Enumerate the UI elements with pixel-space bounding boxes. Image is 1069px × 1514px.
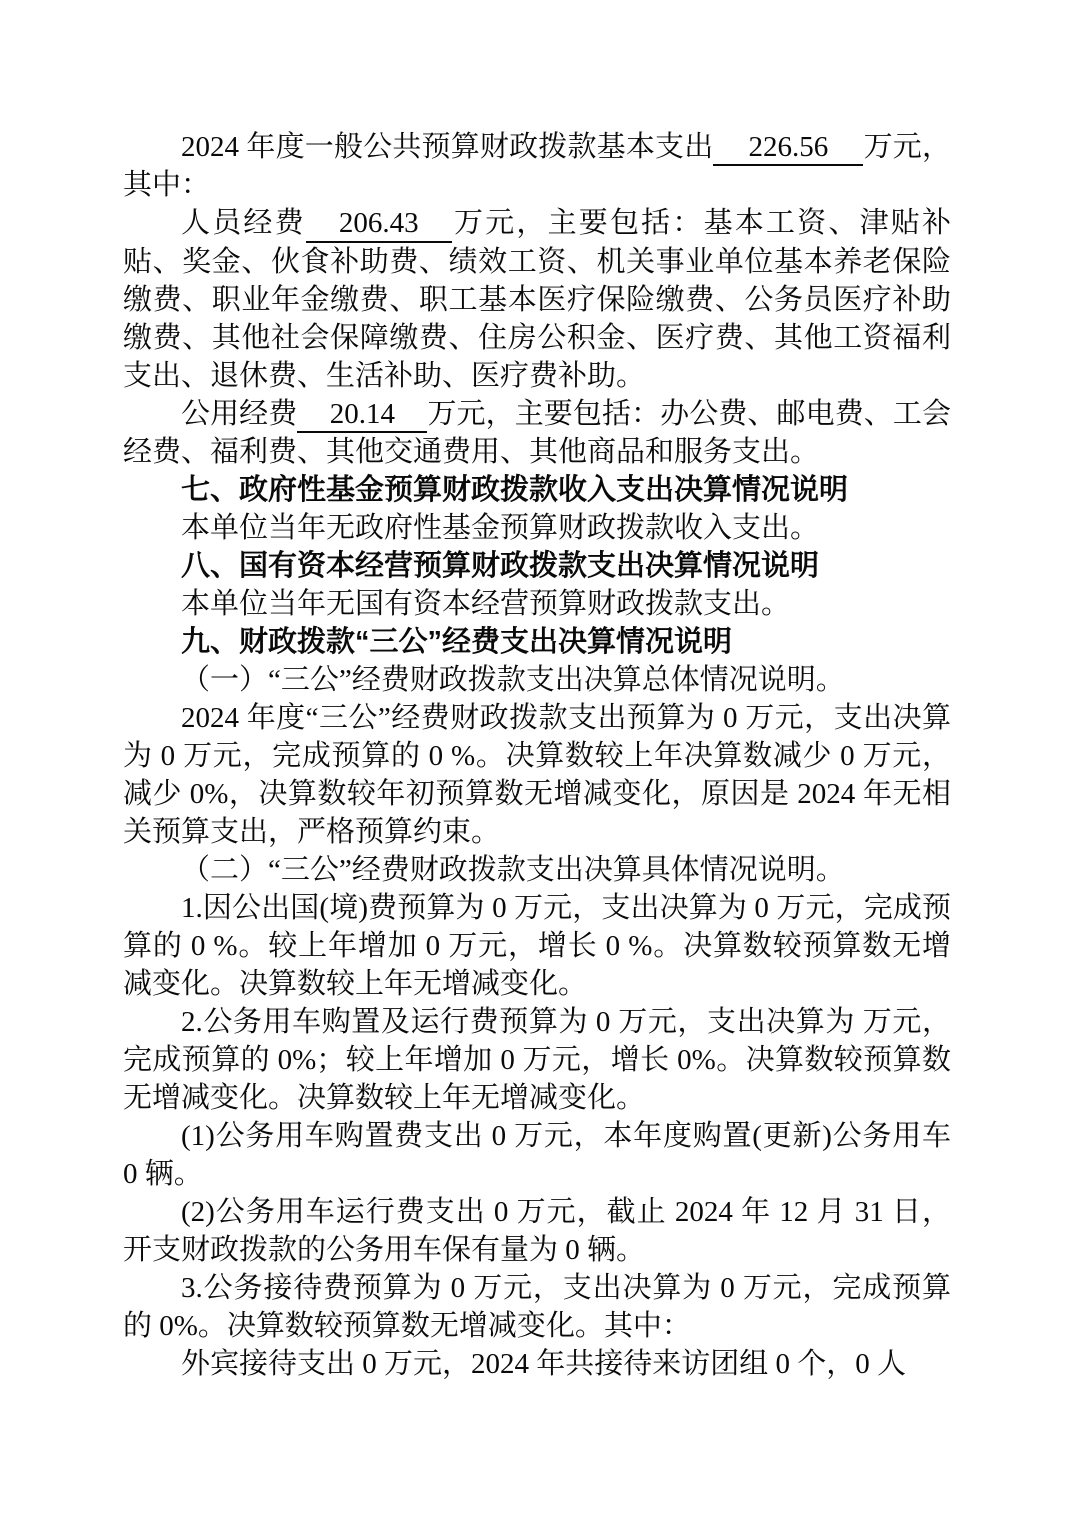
text-run: 本单位当年无国有资本经营预算财政拨款支出。 — [181, 588, 791, 621]
paragraph — [123, 1193, 951, 1269]
paragraph — [123, 1269, 951, 1345]
underlined-amount: 226.56 — [713, 131, 863, 166]
paragraph — [123, 699, 951, 851]
text-run: 七、政府性基金预算财政拨款收入支出决算情况说明 — [181, 474, 849, 507]
underlined-amount: 206.43 — [306, 207, 452, 242]
paragraph — [123, 1345, 951, 1383]
text-run: 万元，其中： — [123, 131, 951, 202]
text-run: 万元，主要包括：办公费、邮电费、工会经费、福利费、其他交通费用、其他商品和服务支出。 — [123, 397, 951, 469]
text-run: （二）“三公”经费财政拨款支出决算具体情况说明。 — [181, 854, 845, 887]
section-heading — [123, 547, 951, 585]
text-run: (2)公务用车运行费支出 0 万元，截止 2024 年 12 月 31 日，开支财政拨款的公务用车保有量为 0 辆。 — [123, 1196, 951, 1267]
paragraph — [123, 661, 951, 699]
section-heading — [123, 623, 951, 661]
text-run: 公用经费 — [181, 397, 298, 430]
text-run: 万元，主要包括：基本工资、津贴补贴、奖金、伙食补助费、绩效工资、机关事业单位基本养老保险缴费、职业年金缴费、职工基本医疗保险缴费、公务员医疗补助缴费、其他社会保障缴费、住房公积金、医疗费、其他工资福利支出、退休费、生活补助、医疗费补助。 — [123, 207, 951, 392]
document-body — [123, 128, 951, 1383]
paragraph — [123, 128, 951, 204]
paragraph — [123, 585, 951, 623]
text-run: 外宾接待支出 0 万元，2024 年共接待来访团组 0 个，0 人 — [181, 1348, 907, 1381]
paragraph — [123, 1003, 951, 1117]
text-run: 九、财政拨款“三公”经费支出决算情况说明 — [181, 626, 733, 659]
text-run: 本单位当年无政府性基金预算财政拨款收入支出。 — [181, 512, 820, 545]
text-run: 1.因公出国(境)费预算为 0 万元，支出决算为 0 万元，完成预算的 0 %。较上年增加 0 万元，增长 0 %。决算数较预算数无增减变化。决算数较上年无增减变化。 — [123, 892, 951, 1001]
paragraph — [123, 395, 951, 471]
text-run: 2024 年度一般公共预算财政拨款基本支出 — [181, 131, 714, 163]
text-run: 2024 年度“三公”经费财政拨款支出预算为 0 万元，支出决算为 0 万元，完成预算的 0 %。决算数较上年决算数减少 0 万元，减少 0%，决算数较年初预算数无增减变化，原因是 2024 年无相关预算支出，严格预算约束。 — [123, 702, 951, 849]
text-run: （一）“三公”经费财政拨款支出决算总体情况说明。 — [181, 664, 845, 697]
text-run: (1)公务用车购置费支出 0 万元，本年度购置(更新)公务用车 0 辆。 — [123, 1120, 951, 1191]
text-run: 八、国有资本经营预算财政拨款支出决算情况说明 — [181, 550, 820, 583]
text-run: 3.公务接待费预算为 0 万元，支出决算为 0 万元，完成预算的 0%。决算数较预算数无增减变化。其中： — [123, 1272, 951, 1343]
section-heading — [123, 471, 951, 509]
paragraph — [123, 204, 951, 394]
paragraph — [123, 851, 951, 889]
paragraph — [123, 889, 951, 1003]
text-run: 人员经费 — [181, 207, 306, 240]
paragraph — [123, 509, 951, 547]
text-run: 2.公务用车购置及运行费预算为 0 万元，支出决算为 万元，完成预算的 0%；较上年增加 0 万元，增长 0%。决算数较预算数无增减变化。决算数较上年无增减变化。 — [123, 1006, 951, 1115]
paragraph — [123, 1117, 951, 1193]
underlined-amount: 20.14 — [297, 398, 427, 433]
